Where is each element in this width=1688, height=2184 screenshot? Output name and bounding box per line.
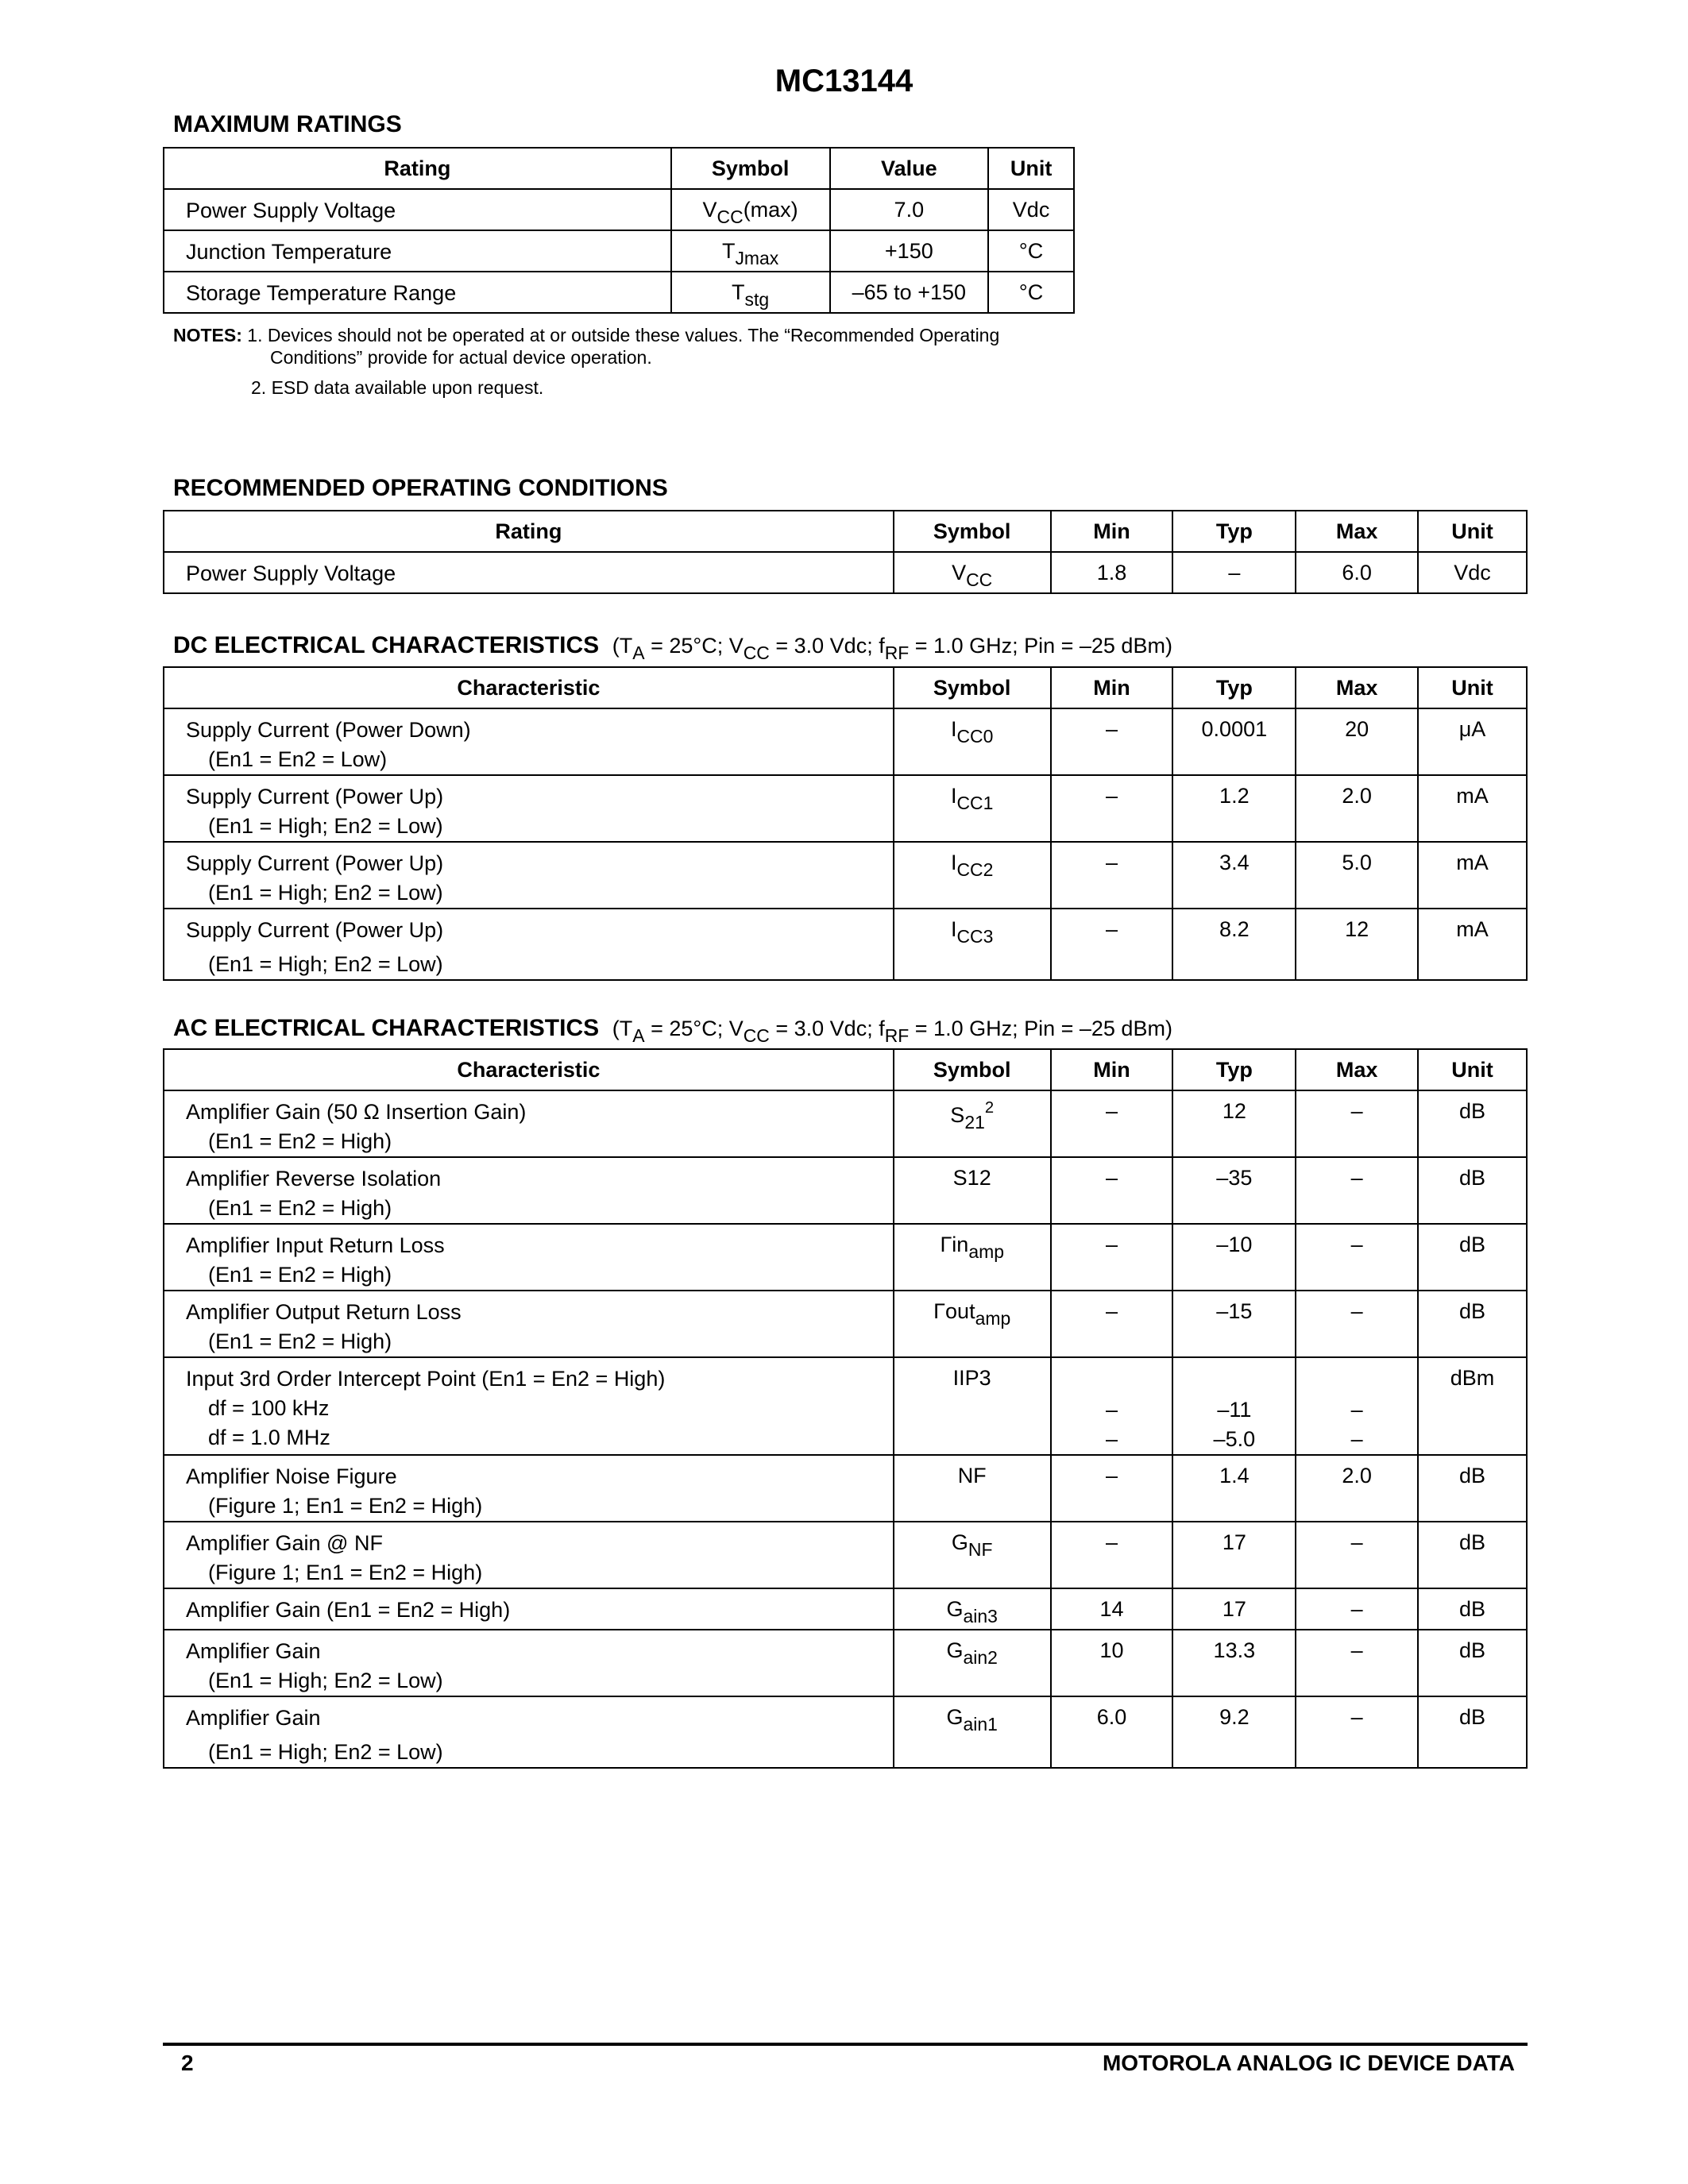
table-header-row — [164, 667, 1527, 708]
ac-title: AC ELECTRICAL CHARACTERISTICS ($T_A = 25^\circ C$; $V_{CC} = 3.0$ Vdc; $f_{RF} = 1.0$ GHz; Pin = –25 dBm) — [173, 1015, 1172, 1047]
max-ratings-table — [163, 147, 1075, 314]
table-row — [164, 1157, 1527, 1224]
characteristic-cell: Amplifier Gain (En1 = High; En2 = Low) — [164, 1630, 894, 1696]
note-1-cont: Conditions” provide for actual device operation. — [270, 347, 652, 368]
min-cell: – — [1051, 1455, 1173, 1522]
unit-cell: dB — [1418, 1588, 1527, 1630]
col-header: Min — [1051, 511, 1173, 552]
symbol-cell: $G_{NF}$ — [894, 1522, 1051, 1588]
max-cell: – — [1296, 1630, 1418, 1696]
symbol-cell: $T_{Jmax}$ — [671, 230, 830, 272]
col-header: Typ — [1172, 511, 1296, 552]
unit-cell: mA — [1418, 842, 1527, 909]
characteristic-cell: Amplifier Output Return Loss (En1 = En2 = High) — [164, 1291, 894, 1357]
min-cell: 1.8 — [1051, 552, 1173, 593]
symbol-cell: IIP3 — [894, 1357, 1051, 1455]
rating-cell: Power Supply Voltage — [164, 552, 894, 593]
rating-cell: Storage Temperature Range — [164, 272, 671, 313]
max-cell: – — [1296, 1696, 1418, 1768]
max-cell: – — [1296, 1522, 1418, 1588]
max-cell: – — [1296, 1090, 1418, 1157]
value-cell: +150 — [830, 230, 989, 272]
col-header: Max — [1296, 1049, 1418, 1090]
table-row — [164, 189, 1074, 230]
col-header: Characteristic — [164, 1049, 894, 1090]
typ-cell: –15 — [1172, 1291, 1296, 1357]
page-number: 2 — [181, 2051, 194, 2075]
typ-cell: –35 — [1172, 1157, 1296, 1224]
characteristic-cell: Amplifier Gain (En1 = En2 = High) — [164, 1588, 894, 1630]
max-cell: 12 — [1296, 909, 1418, 980]
col-header: Typ — [1172, 667, 1296, 708]
value-cell: 7.0 — [830, 189, 989, 230]
max-cell: 20 — [1296, 708, 1418, 775]
col-header: Min — [1051, 667, 1173, 708]
unit-cell: Vdc — [988, 189, 1074, 230]
symbol-cell: $I_{CC3}$ — [894, 909, 1051, 980]
typ-cell: 8.2 — [1172, 909, 1296, 980]
unit-cell: dB — [1418, 1630, 1527, 1696]
unit-cell: dBm — [1418, 1357, 1527, 1455]
max-cell: 2.0 — [1296, 1455, 1418, 1522]
col-header: Rating — [164, 148, 671, 189]
unit-cell: dB — [1418, 1224, 1527, 1291]
symbol-cell: $T_{stg}$ — [671, 272, 830, 313]
col-header: Symbol — [671, 148, 830, 189]
table-row — [164, 909, 1527, 980]
table-row — [164, 1630, 1527, 1696]
typ-cell: 3.4 — [1172, 842, 1296, 909]
notes-label: NOTES: — [173, 325, 242, 345]
note-2: 2. ESD data available upon request. — [251, 377, 544, 398]
rec-op-title: RECOMMENDED OPERATING CONDITIONS — [173, 475, 668, 501]
table-row — [164, 842, 1527, 909]
min-cell: – — [1051, 1291, 1173, 1357]
footer-rule — [163, 2043, 1528, 2046]
min-cell: 6.0 — [1051, 1696, 1173, 1768]
max-cell: 6.0 — [1296, 552, 1418, 593]
col-header: Min — [1051, 1049, 1173, 1090]
typ-cell: –10 — [1172, 1224, 1296, 1291]
min-cell: – — [1051, 775, 1173, 842]
col-header: Max — [1296, 511, 1418, 552]
unit-cell: °C — [988, 272, 1074, 313]
symbol-cell: NF — [894, 1455, 1051, 1522]
col-header: Symbol — [894, 1049, 1051, 1090]
min-cell: – — [1051, 1090, 1173, 1157]
unit-cell: dB — [1418, 1455, 1527, 1522]
table-row — [164, 1090, 1527, 1157]
min-cell: – — [1051, 708, 1173, 775]
min-cell: – – — [1051, 1357, 1173, 1455]
col-header: Unit — [988, 148, 1074, 189]
table-header-row — [164, 1049, 1527, 1090]
typ-cell: 12 — [1172, 1090, 1296, 1157]
notes — [173, 324, 999, 399]
max-cell: – — [1296, 1224, 1418, 1291]
characteristic-cell: Supply Current (Power Up) (En1 = High; En2 = Low) — [164, 909, 894, 980]
table-header-row — [164, 148, 1074, 189]
min-cell: 10 — [1051, 1630, 1173, 1696]
symbol-cell: $I_{CC1}$ — [894, 775, 1051, 842]
unit-cell: mA — [1418, 909, 1527, 980]
symbol-cell: $G_{ain1}$ — [894, 1696, 1051, 1768]
col-header: Unit — [1418, 511, 1527, 552]
characteristic-cell: Amplifier Noise Figure (Figure 1; En1 = En2 = High) — [164, 1455, 894, 1522]
max-cell: – – — [1296, 1357, 1418, 1455]
symbol-cell: $G_{ain3}$ — [894, 1588, 1051, 1630]
table-row — [164, 775, 1527, 842]
col-header: Rating — [164, 511, 894, 552]
characteristic-cell: Input 3rd Order Intercept Point (En1 = En2 = High) df = 100 kHz df = 1.0 MHz — [164, 1357, 894, 1455]
table-row — [164, 230, 1074, 272]
table-row — [164, 552, 1527, 593]
symbol-cell: $G_{ain2}$ — [894, 1630, 1051, 1696]
col-header: Symbol — [894, 511, 1051, 552]
max-cell: 2.0 — [1296, 775, 1418, 842]
table-row — [164, 1291, 1527, 1357]
table-row — [164, 1224, 1527, 1291]
ac-conditions: ($T_A = 25^\circ C$; $V_{CC} = 3.0$ Vdc; $f_{RF} = 1.0$ GHz; Pin = –25 dBm) — [612, 1017, 1172, 1047]
unit-cell: dB — [1418, 1522, 1527, 1588]
unit-cell: dB — [1418, 1696, 1527, 1768]
col-header: Unit — [1418, 667, 1527, 708]
characteristic-cell: Amplifier Reverse Isolation (En1 = En2 = High) — [164, 1157, 894, 1224]
unit-cell: Vdc — [1418, 552, 1527, 593]
min-cell: – — [1051, 1224, 1173, 1291]
rating-cell: Power Supply Voltage — [164, 189, 671, 230]
symbol-cell: $V_{CC}(\max)$ — [671, 189, 830, 230]
max-cell: 5.0 — [1296, 842, 1418, 909]
typ-cell: 9.2 — [1172, 1696, 1296, 1768]
typ-cell: 1.2 — [1172, 775, 1296, 842]
dc-conditions: ($T_A = 25^\circ C$; $V_{CC} = 3.0$ Vdc; $f_{RF} = 1.0$ GHz; Pin = –25 dBm) — [612, 634, 1172, 664]
min-cell: 14 — [1051, 1588, 1173, 1630]
page-title: MC13144 — [774, 64, 914, 98]
max-cell: – — [1296, 1157, 1418, 1224]
col-header: Max — [1296, 667, 1418, 708]
typ-cell: 13.3 — [1172, 1630, 1296, 1696]
table-header-row — [164, 511, 1527, 552]
col-header: Typ — [1172, 1049, 1296, 1090]
unit-cell: dB — [1418, 1157, 1527, 1224]
characteristic-cell: Amplifier Input Return Loss (En1 = En2 = High) — [164, 1224, 894, 1291]
table-row — [164, 272, 1074, 313]
col-header: Unit — [1418, 1049, 1527, 1090]
min-cell: – — [1051, 909, 1173, 980]
unit-cell: °C — [988, 230, 1074, 272]
symbol-cell: S12 — [894, 1157, 1051, 1224]
typ-cell: 1.4 — [1172, 1455, 1296, 1522]
typ-cell: –11 –5.0 — [1172, 1357, 1296, 1455]
symbol-cell: Γout$_{amp}$ — [894, 1291, 1051, 1357]
rating-cell: Junction Temperature — [164, 230, 671, 272]
col-header: Value — [830, 148, 989, 189]
min-cell: – — [1051, 1522, 1173, 1588]
unit-cell: mA — [1418, 775, 1527, 842]
col-header: Symbol — [894, 667, 1051, 708]
characteristic-cell: Supply Current (Power Up) (En1 = High; En2 = Low) — [164, 842, 894, 909]
symbol-cell: $V_{CC}$ — [894, 552, 1051, 593]
min-cell: – — [1051, 1157, 1173, 1224]
typ-cell: 17 — [1172, 1522, 1296, 1588]
footer-publication: MOTOROLA ANALOG IC DEVICE DATA — [1102, 2051, 1515, 2075]
rec-op-table — [163, 510, 1528, 594]
value-cell: –65 to +150 — [830, 272, 989, 313]
characteristic-cell: Amplifier Gain (En1 = High; En2 = Low) — [164, 1696, 894, 1768]
table-row — [164, 1455, 1527, 1522]
table-row — [164, 1696, 1527, 1768]
col-header: Characteristic — [164, 667, 894, 708]
symbol-cell: $I_{CC0}$ — [894, 708, 1051, 775]
symbol-cell: Γin$_{amp}$ — [894, 1224, 1051, 1291]
unit-cell: dB — [1418, 1291, 1527, 1357]
characteristic-cell: Supply Current (Power Down) (En1 = En2 = Low) — [164, 708, 894, 775]
typ-cell: 17 — [1172, 1588, 1296, 1630]
min-cell: – — [1051, 842, 1173, 909]
ac-table — [163, 1048, 1528, 1769]
characteristic-cell: Supply Current (Power Up) (En1 = High; En2 = Low) — [164, 775, 894, 842]
dc-table — [163, 666, 1528, 981]
unit-cell: μA — [1418, 708, 1527, 775]
characteristic-cell: Amplifier Gain @ NF (Figure 1; En1 = En2 = High) — [164, 1522, 894, 1588]
symbol-cell: $S_{21}^2$ — [894, 1090, 1051, 1157]
table-row — [164, 1588, 1527, 1630]
characteristic-cell: Amplifier Gain (50 Ω Insertion Gain) (En1 = En2 = High) — [164, 1090, 894, 1157]
max-cell: – — [1296, 1588, 1418, 1630]
symbol-cell: $I_{CC2}$ — [894, 842, 1051, 909]
table-row — [164, 1357, 1527, 1455]
max-cell: – — [1296, 1291, 1418, 1357]
table-row — [164, 1522, 1527, 1588]
note-1: 1. Devices should not be operated at or outside these values. The “Recommended Operating — [247, 325, 1000, 345]
typ-cell: – — [1172, 552, 1296, 593]
unit-cell: dB — [1418, 1090, 1527, 1157]
table-row — [164, 708, 1527, 775]
dc-title: DC ELECTRICAL CHARACTERISTICS ($T_A = 25^\circ C$; $V_{CC} = 3.0$ Vdc; $f_{RF} = 1.0$ GHz; Pin = –25 dBm) — [173, 632, 1172, 664]
max-ratings-title: MAXIMUM RATINGS — [173, 111, 402, 137]
typ-cell: 0.0001 — [1172, 708, 1296, 775]
